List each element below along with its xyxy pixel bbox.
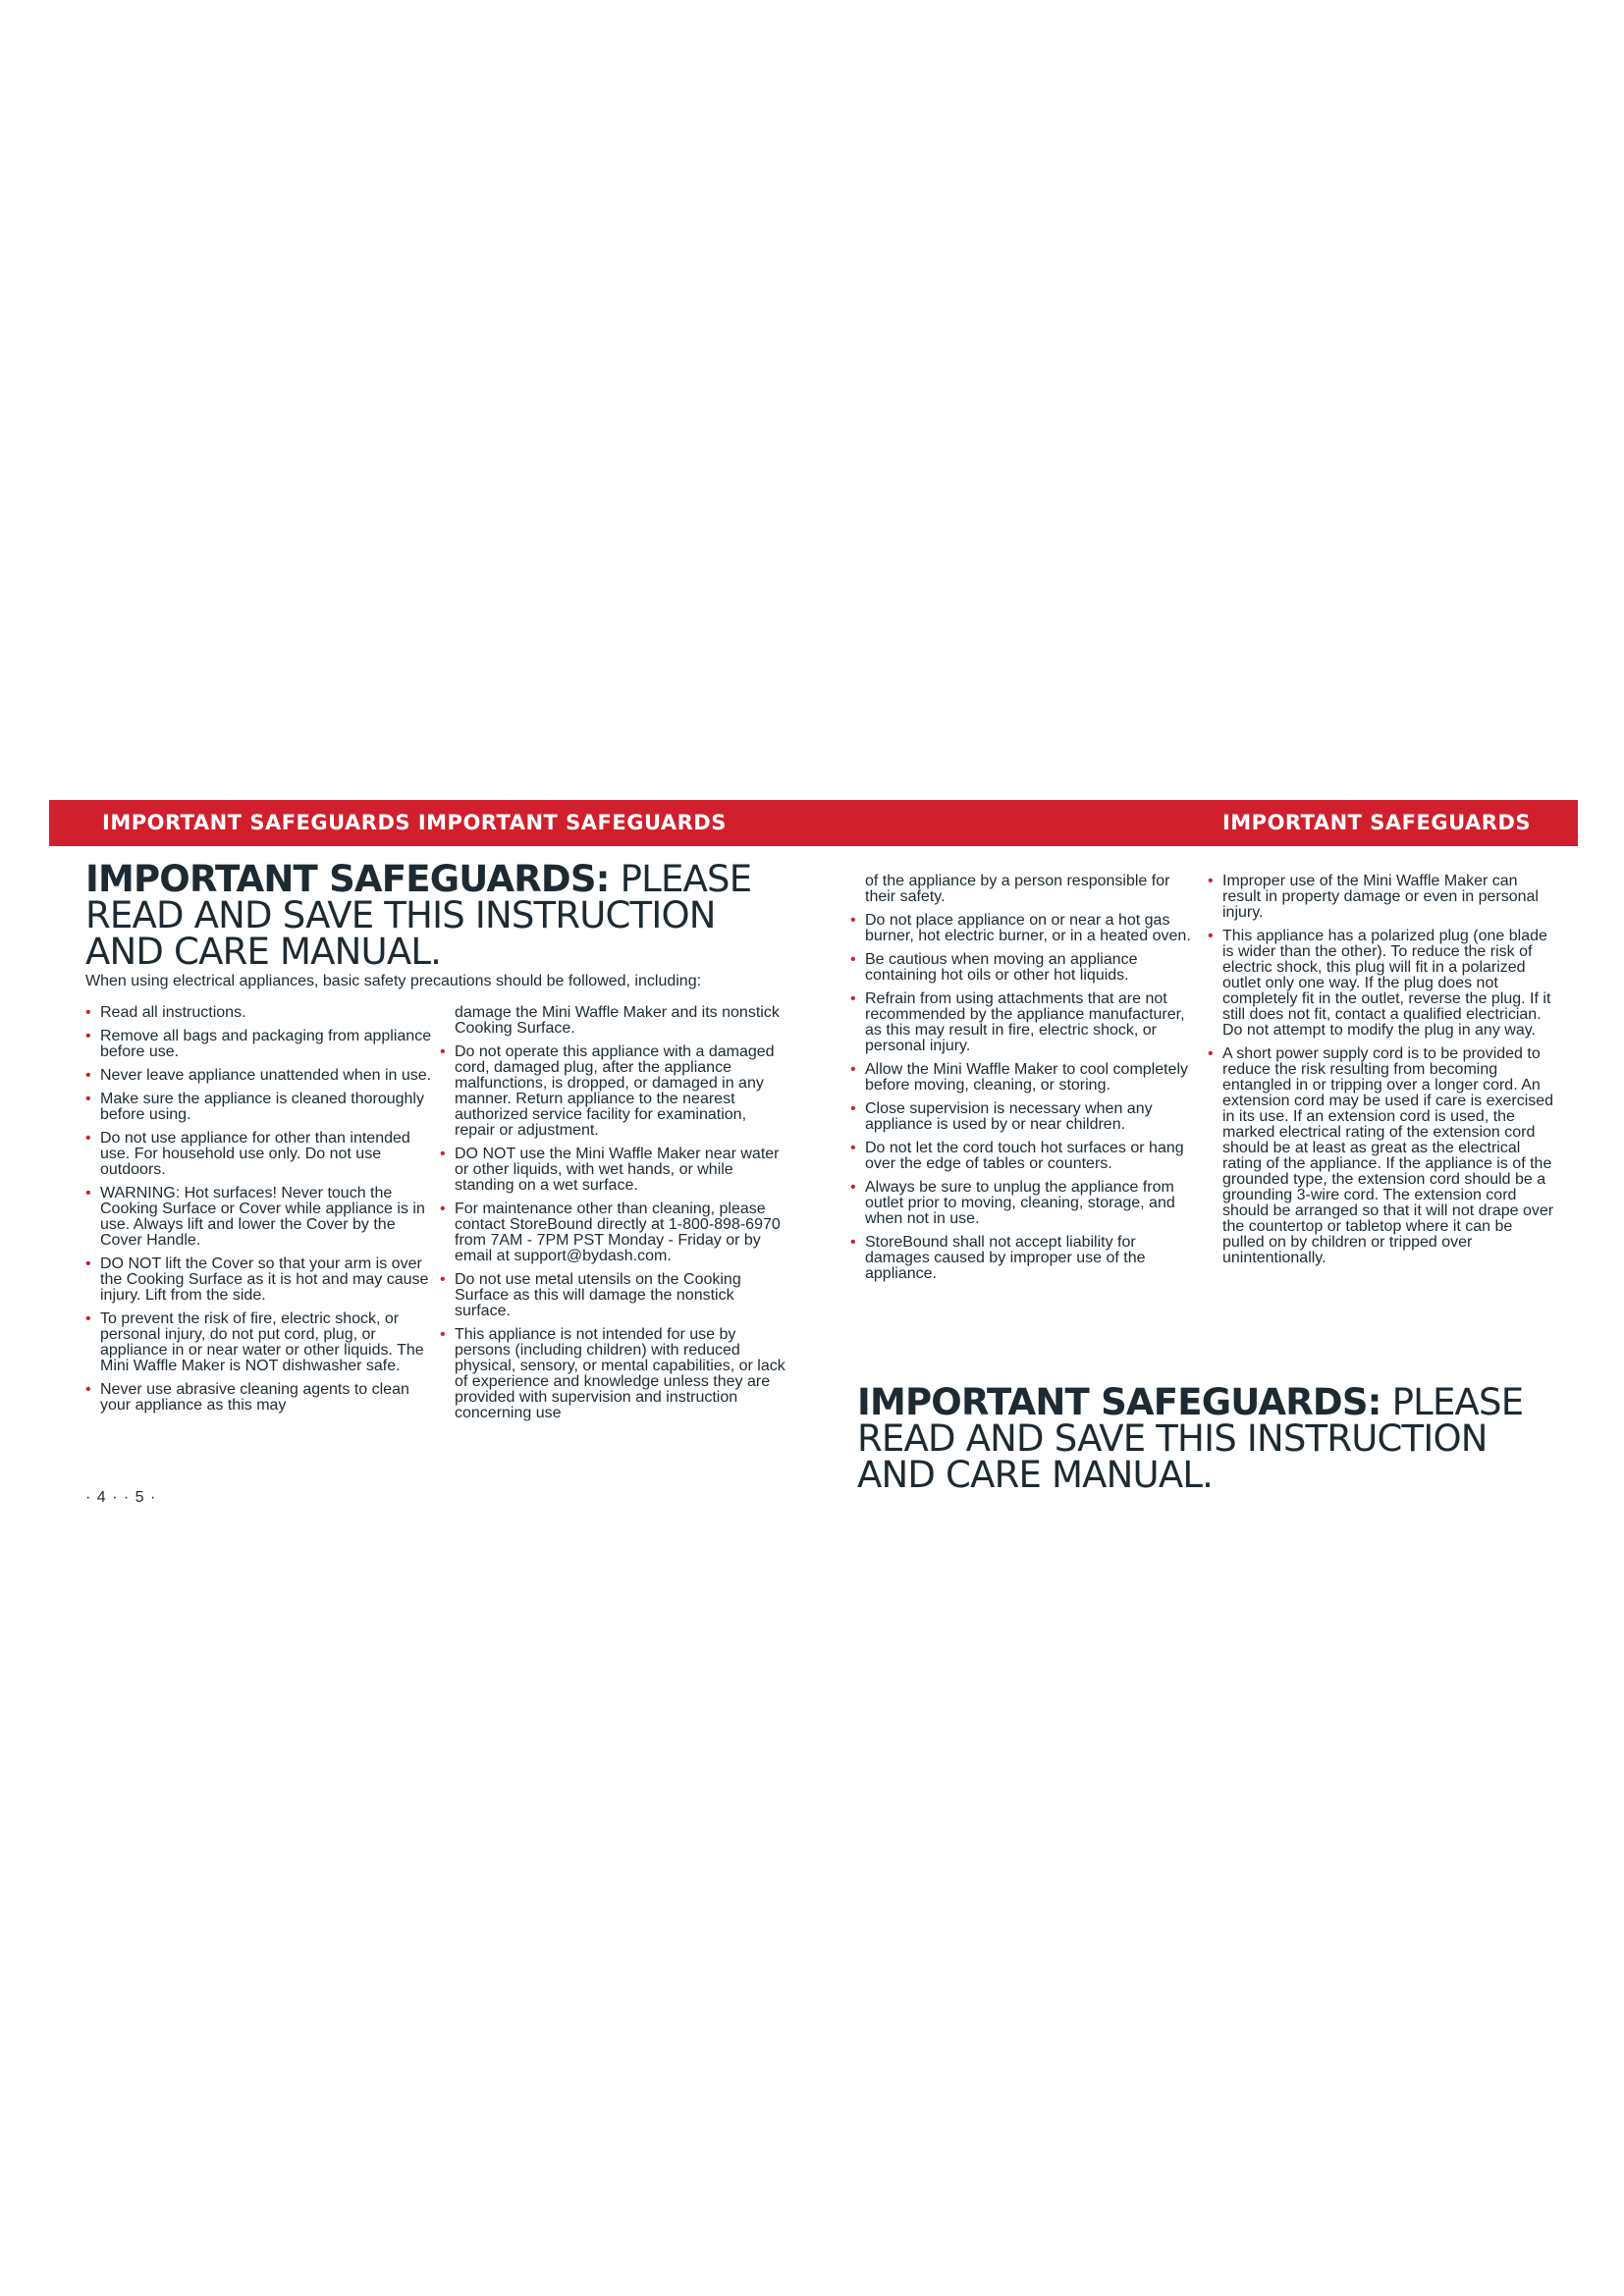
safeguard-text: Refrain from using attachments that are not recommended by the appliance manufacturer, as this may result in fire, electric shock, or personal injury. [865, 990, 1185, 1054]
bullet-icon: • [85, 1381, 91, 1398]
safeguard-text: DO NOT use the Mini Waffle Maker near water or other liquids, with wet hands, or while standing on a wet surface. [455, 1146, 780, 1194]
bullet-icon: • [85, 1091, 91, 1107]
safeguard-text: Never leave appliance unattended when in use. [100, 1067, 432, 1084]
bullet-icon: • [440, 1201, 446, 1217]
bullet-icon: • [850, 1061, 856, 1078]
heading-bold: IMPORTANT SAFEGUARDS: [85, 858, 610, 900]
safeguard-item [850, 1101, 1204, 1133]
bullet-icon: • [85, 1255, 91, 1272]
safeguard-item [850, 1180, 1204, 1227]
heading-rest: PLEASE READ AND SAVE THIS INSTRUCTION AND CARE MANUAL. [85, 858, 752, 973]
safeguard-text: StoreBound shall not accept liability for damages caused by improper use of the appliance. [865, 1234, 1146, 1282]
heading-bold: IMPORTANT SAFEGUARDS: [857, 1381, 1381, 1423]
safeguard-item [85, 1186, 434, 1249]
page-numbers: · 4 · · 5 · [85, 1489, 157, 1506]
safeguard-item [440, 1201, 788, 1264]
safeguard-item [440, 1272, 788, 1319]
column-2-continuation: damage the Mini Waffle Maker and its nonstick Cooking Surface. [455, 1004, 780, 1037]
column-3-continuation: of the appliance by a person responsible for their safety. [865, 873, 1170, 905]
safeguards-column-4 [1208, 874, 1556, 1274]
safeguard-text: This appliance has a polarized plug (one blade is wider than the other). To reduce the risk of electric shock, this plug will fit in a polarized outlet only one way. If the plug does not completely fit in the outlet, reverse the plug. If it still does not fit, contact a qualified electrician. Do not attempt to modify the plug in any way. [1222, 928, 1551, 1039]
safeguard-item [850, 913, 1204, 944]
safeguard-item [440, 1147, 788, 1194]
bullet-icon: • [850, 912, 856, 929]
safeguard-text: For maintenance other than cleaning, please contact StoreBound directly at 1-800-898-6970 from 7AM - 7PM PST Monday - Friday or by email at support@bydash.com. [455, 1201, 781, 1264]
safeguard-text: Do not operate this appliance with a damaged cord, damaged plug, after the appliance malfunctions, is dropped, or damaged in any manner. Return appliance to the nearest authorized service facility for examination, repair or adjustment. [455, 1043, 775, 1139]
bullet-icon: • [1208, 928, 1214, 944]
safeguard-text: To prevent the risk of fire, electric shock, or personal injury, do not put cord, plug, or appliance in or near water or other liquids. The Mini Waffle Maker is NOT dishwasher safe. [100, 1310, 424, 1374]
safeguard-text: Make sure the appliance is cleaned thoroughly before using. [100, 1091, 424, 1123]
bullet-icon: • [85, 1067, 91, 1084]
bullet-icon: • [440, 1326, 446, 1343]
bullet-icon: • [85, 1028, 91, 1044]
page-heading-left [85, 858, 792, 973]
safeguard-text: DO NOT lift the Cover so that your arm is over the Cooking Surface as it is hot and may cause injury. Lift from the side. [100, 1255, 429, 1304]
safeguards-column-1 [85, 1005, 434, 1421]
safeguard-text: Do not use metal utensils on the Cooking Surface as this will damage the nonstick surface. [455, 1271, 741, 1319]
safeguard-item [85, 1068, 434, 1084]
safeguard-text: Close supervision is necessary when any appliance is used by or near children. [865, 1100, 1153, 1133]
safeguard-text: Do not place appliance on or near a hot gas burner, hot electric burner, or in a heated oven. [865, 912, 1191, 944]
bullet-icon: • [85, 1310, 91, 1327]
safeguard-item [85, 1256, 434, 1304]
safeguard-text: This appliance is not intended for use by persons (including children) with reduced physical, sensory, or mental capabilities, or lack of experience and knowledge unless they are provided with supervision and instruction concerning use [455, 1326, 785, 1421]
bullet-icon: • [850, 1234, 856, 1251]
banner-title-right: IMPORTANT SAFEGUARDS [1221, 811, 1531, 834]
safeguard-text: Always be sure to unplug the appliance from outlet prior to moving, cleaning, storage, and when not in use. [865, 1179, 1175, 1227]
bullet-icon: • [1208, 873, 1214, 889]
safeguard-item [1208, 929, 1556, 1039]
page-heading-right [857, 1381, 1564, 1496]
bullet-icon: • [85, 1004, 91, 1021]
safeguard-item [1208, 1046, 1556, 1266]
safeguard-text: Improper use of the Mini Waffle Maker can result in property damage or even in personal injury. [1222, 873, 1539, 921]
safeguard-item [440, 1044, 788, 1139]
safeguard-item [850, 1235, 1204, 1282]
safeguard-text: Be cautious when moving an appliance containing hot oils or other hot liquids. [865, 951, 1138, 984]
bullet-icon: • [440, 1146, 446, 1162]
safeguard-item [440, 1327, 788, 1421]
bullet-icon: • [440, 1271, 446, 1288]
safeguard-text: WARNING: Hot surfaces! Never touch the Cooking Surface or Cover while appliance is in use. Always lift and lower the Cover by the Cover Handle. [100, 1185, 425, 1249]
safeguard-item [85, 1311, 434, 1374]
intro-text: When using electrical appliances, basic safety precautions should be followed, including: [85, 973, 702, 989]
bullet-icon: • [85, 1185, 91, 1201]
safeguards-column-2 [440, 1005, 788, 1429]
safeguard-text: Do not let the cord touch hot surfaces or hang over the edge of tables or counters. [865, 1140, 1184, 1172]
bullet-icon: • [440, 1043, 446, 1060]
banner-title-left: IMPORTANT SAFEGUARDS IMPORTANT SAFEGUARDS [102, 811, 727, 834]
bullet-icon: • [1208, 1045, 1214, 1062]
safeguard-item [85, 1092, 434, 1123]
bullet-icon: • [850, 951, 856, 968]
bullet-icon: • [850, 990, 856, 1007]
safeguard-text: Allow the Mini Waffle Maker to cool completely before moving, cleaning, or storing. [865, 1061, 1189, 1094]
safeguard-item [1208, 874, 1556, 921]
bullet-icon: • [85, 1130, 91, 1147]
safeguard-item [850, 1141, 1204, 1172]
safeguard-text: Remove all bags and packaging from appliance before use. [100, 1028, 432, 1060]
heading-rest: PLEASE READ AND SAVE THIS INSTRUCTION AND CARE MANUAL. [857, 1381, 1524, 1496]
safeguard-item [850, 991, 1204, 1054]
safeguard-item [85, 1131, 434, 1178]
bullet-icon: • [850, 1179, 856, 1196]
safeguard-item [85, 1005, 434, 1021]
safeguard-item [85, 1382, 434, 1414]
header-banner [49, 800, 1578, 846]
safeguards-column-3 [850, 874, 1204, 1290]
safeguard-text: Never use abrasive cleaning agents to clean your appliance as this may [100, 1381, 409, 1414]
safeguard-item [850, 952, 1204, 984]
safeguard-text: A short power supply cord is to be provided to reduce the risk resulting from becoming entangled in or tripping over a longer cord. An extension cord may be used if care is exercised in its use. If an extension cord is used, the marked electrical rating of the extension cord should be at least as great as the electrical rating of the appliance. If the appliance is of the grounded type, the extension cord should be a grounding 3-wire cord. The extension cord should be arranged so that it will not drape over the countertop or tabletop where it can be pulled on by children or tripped over unintentionally. [1222, 1045, 1554, 1266]
safeguard-item [85, 1029, 434, 1060]
bullet-icon: • [850, 1100, 856, 1117]
safeguard-text: Read all instructions. [100, 1004, 246, 1021]
safeguard-text: Do not use appliance for other than intended use. For household use only. Do not use outdoors. [100, 1130, 410, 1178]
bullet-icon: • [850, 1140, 856, 1156]
safeguard-item [850, 1062, 1204, 1094]
